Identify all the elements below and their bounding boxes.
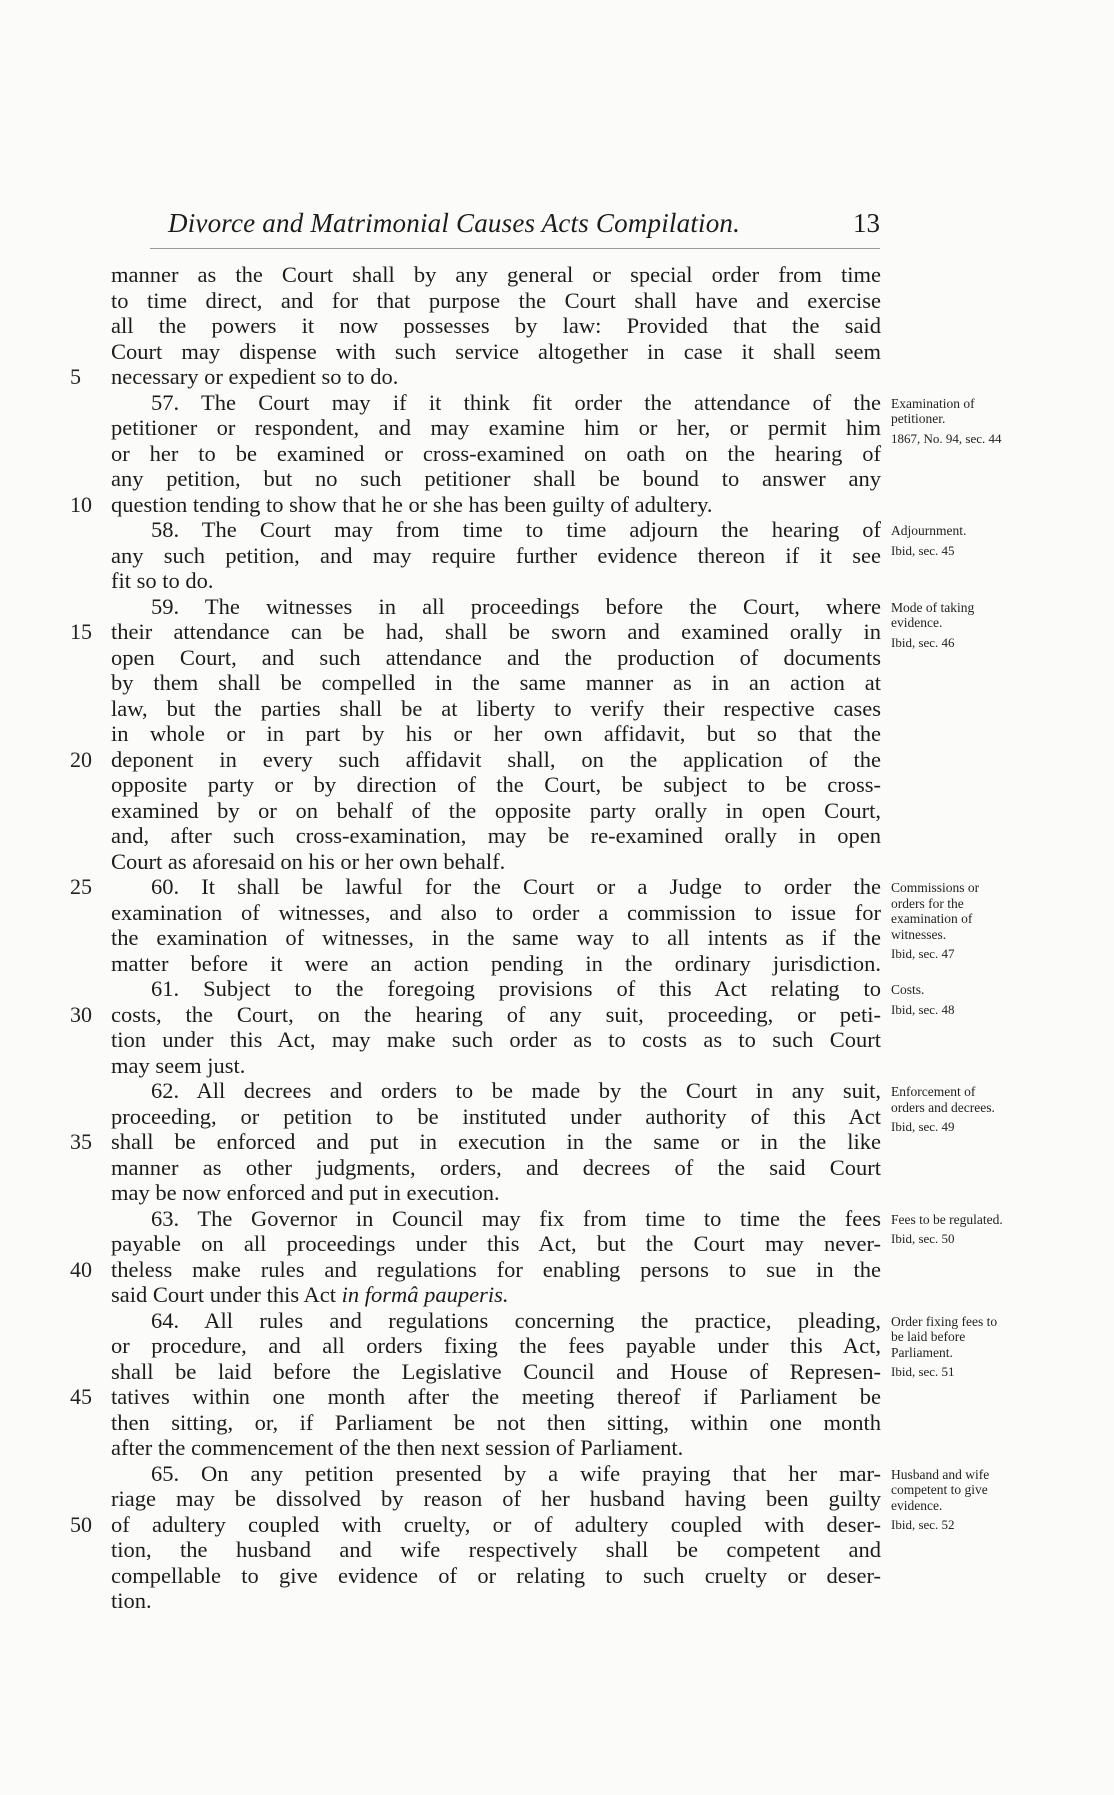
text-line	[111, 1512, 881, 1538]
side-note-heading: orders and decrees.	[891, 1099, 995, 1115]
text-line-main: after the commencement of the then next session of Parliament.	[111, 1435, 684, 1460]
side-note	[891, 396, 1106, 447]
text-line-content	[111, 1104, 881, 1130]
text-line-content	[111, 1078, 881, 1104]
text-line-main: petitioner or respondent, and may examine him or her, or permit him	[111, 415, 881, 440]
text-line	[111, 1537, 881, 1563]
line-number: 15	[70, 619, 92, 644]
text-line	[111, 1155, 881, 1181]
text-line-content	[111, 1180, 881, 1206]
side-note-heading: Parliament.	[891, 1344, 953, 1360]
text-line-content	[111, 364, 881, 390]
text-line-content	[111, 747, 881, 773]
text-line	[111, 976, 881, 1002]
text-line-main: to time direct, and for that purpose the Court shall have and exercise	[111, 287, 881, 313]
text-line	[111, 1359, 881, 1385]
text-line-main: question tending to show that he or she has been guilty of adultery.	[111, 491, 713, 517]
side-note	[891, 1467, 1106, 1533]
side-note-reference: 1867, No. 94, sec. 44	[891, 430, 1002, 446]
text-line-content	[111, 772, 881, 798]
text-line-main: open Court, and such attendance and the production of documents	[111, 644, 881, 670]
text-line-main: manner as other judgments, orders, and decrees of the said Court	[111, 1154, 881, 1180]
side-note-heading: competent to give	[891, 1482, 988, 1497]
text-line	[111, 339, 881, 365]
text-line-content	[111, 517, 881, 543]
side-note	[891, 1314, 1106, 1380]
text-line	[111, 568, 881, 594]
text-line	[111, 288, 881, 314]
text-line-content	[111, 1486, 881, 1512]
text-line-content	[111, 313, 881, 339]
text-line-content	[111, 415, 881, 441]
text-line-main: examination of witnesses, and also to order a commission to issue for	[111, 899, 881, 925]
text-line-main: necessary or expedient so to do.	[111, 364, 399, 389]
text-line	[111, 1282, 881, 1308]
text-line-content	[111, 670, 881, 696]
text-line	[111, 1231, 881, 1257]
text-line	[111, 1588, 881, 1614]
line-number: 35	[70, 1129, 92, 1154]
side-note-heading: Enforcement of	[891, 1084, 976, 1099]
text-line-main: payable on all proceedings under this Act, but the Court may never-	[111, 1231, 881, 1256]
text-line	[111, 594, 881, 620]
text-line-content	[111, 466, 881, 492]
text-line-main: 64. All rules and regulations concerning the practice, pleading,	[151, 1307, 881, 1333]
text-line-main: 65. On any petition presented by a wife praying that her mar-	[151, 1460, 881, 1486]
page-number: 13	[853, 208, 880, 238]
text-line-main: and, after such cross-examination, may be re-examined orally in open	[111, 823, 881, 848]
text-line	[111, 619, 881, 645]
text-line-content	[111, 1512, 881, 1538]
text-line	[111, 1410, 881, 1436]
text-line-main: deponent in every such affidavit shall, on the application of the	[111, 746, 881, 772]
text-line-content	[111, 568, 881, 594]
text-line-content	[111, 543, 881, 569]
text-line-main: 59. The witnesses in all proceedings before the Court, where	[151, 593, 881, 619]
text-line-content	[111, 619, 881, 645]
text-line-main: 60. It shall be lawful for the Court or a Judge to order the	[151, 874, 881, 899]
side-note-heading: Costs.	[891, 982, 925, 997]
side-note-heading: Adjournment.	[891, 523, 967, 538]
text-line-content	[111, 1206, 881, 1232]
text-line-main: shall be laid before the Legislative Council and House of Represen-	[111, 1358, 881, 1384]
text-line-content	[111, 1053, 881, 1079]
line-number: 5	[70, 364, 81, 389]
text-line-main: 61. Subject to the foregoing provisions of this Act relating to	[151, 976, 881, 1001]
side-note-heading: Commissions or	[891, 880, 980, 895]
text-line-content	[111, 1384, 881, 1410]
text-line-content	[111, 1563, 881, 1589]
body-text	[111, 262, 881, 1614]
text-line-content	[111, 1231, 881, 1257]
text-line-main: fit so to do.	[111, 568, 214, 593]
text-line-main: shall be enforced and put in execution in the same or in the like	[111, 1129, 881, 1154]
text-line-main: Court may dispense with such service altogether in case it shall seem	[111, 338, 881, 364]
text-line	[111, 1461, 881, 1487]
text-line	[111, 262, 881, 288]
text-line	[111, 874, 881, 900]
side-note-reference: Ibid, sec. 52	[891, 1517, 955, 1532]
text-line-content	[111, 823, 881, 849]
text-line-content	[111, 1333, 881, 1359]
text-line	[111, 670, 881, 696]
text-line	[111, 313, 881, 339]
text-line-main: opposite party or by direction of the Court, be subject to be cross-	[111, 772, 881, 797]
text-line	[111, 1384, 881, 1410]
text-line-main: all the powers it now possesses by law: Provided that the said	[111, 313, 881, 338]
text-line-content	[111, 1410, 881, 1436]
text-line-content	[111, 1359, 881, 1385]
text-line-content	[111, 1435, 881, 1461]
text-line-main: 62. All decrees and orders to be made by the Court in any suit,	[151, 1078, 881, 1103]
line-number: 40	[70, 1256, 92, 1282]
text-line-main: may be now enforced and put in execution.	[111, 1180, 500, 1205]
text-line-content	[111, 874, 881, 900]
text-line-content	[111, 1461, 881, 1487]
text-line	[111, 1257, 881, 1283]
line-number: 20	[70, 746, 92, 772]
text-line-main: 58. The Court may from time to time adjourn the hearing of	[151, 517, 881, 542]
text-line	[111, 951, 881, 977]
side-note-reference: Ibid, sec. 48	[891, 1001, 955, 1017]
text-line-main: then sitting, or, if Parliament be not then sitting, within one month	[111, 1409, 881, 1435]
text-line-content	[111, 1002, 881, 1028]
text-line-main: said Court under this Act	[111, 1282, 342, 1307]
text-line	[111, 1308, 881, 1334]
text-line-content	[111, 721, 881, 747]
text-line	[111, 772, 881, 798]
side-note	[891, 982, 1106, 1017]
text-line-content	[111, 1027, 881, 1053]
text-line	[111, 364, 881, 390]
text-line-main: tion.	[111, 1588, 152, 1613]
text-line-content	[111, 262, 881, 288]
side-note-heading: Husband and wife	[891, 1466, 990, 1482]
side-note-heading: evidence.	[891, 1497, 943, 1513]
text-line-content	[111, 1257, 881, 1283]
side-note-heading: Fees to be regulated.	[891, 1211, 1003, 1227]
text-line-main: proceeding, or petition to be instituted under authority of this Act	[111, 1103, 881, 1129]
text-line	[111, 1078, 881, 1104]
text-line-main: 63. The Governor in Council may fix from time to time the fees	[151, 1205, 881, 1231]
side-note	[891, 523, 1106, 558]
side-note	[891, 600, 1106, 651]
text-line	[111, 1104, 881, 1130]
text-line-main: theless make rules and regulations for enabling persons to sue in the	[111, 1256, 881, 1282]
side-note-reference: Ibid, sec. 46	[891, 634, 955, 650]
text-line-content	[111, 925, 881, 951]
text-line	[111, 696, 881, 722]
text-line	[111, 849, 881, 875]
text-line-main: matter before it were an action pending in the ordinary jurisdiction.	[111, 950, 881, 976]
side-note-heading: witnesses.	[891, 926, 947, 942]
text-line	[111, 1180, 881, 1206]
text-line-content	[111, 441, 881, 467]
text-line	[111, 466, 881, 492]
running-header	[168, 208, 880, 244]
text-line-main: Court as aforesaid on his or her own behalf.	[111, 848, 506, 874]
text-line	[111, 747, 881, 773]
text-line-main: costs, the Court, on the hearing of any suit, proceeding, or peti-	[111, 1001, 881, 1027]
text-line-content	[111, 1129, 881, 1155]
side-note	[891, 880, 1106, 962]
text-line-content	[111, 849, 881, 875]
text-line-main: tion under this Act, may make such order as to costs as to such Court	[111, 1027, 881, 1052]
text-line-main: any such petition, and may require further evidence thereon if it see	[111, 542, 881, 568]
text-line	[111, 1027, 881, 1053]
italic-phrase: in formâ pauperis.	[341, 1282, 509, 1307]
side-note-heading: evidence.	[891, 615, 943, 630]
side-note-heading: Mode of taking	[891, 599, 975, 615]
text-line	[111, 1563, 881, 1589]
header-rule	[150, 248, 880, 249]
side-note-reference: Ibid, sec. 49	[891, 1119, 955, 1134]
side-note-reference: Ibid, sec. 47	[891, 946, 955, 961]
text-line-main: law, but the parties shall be at liberty to verify their respective cases	[111, 695, 881, 721]
text-line-main: tatives within one month after the meeting thereof if Parliament be	[111, 1384, 881, 1409]
text-line-main: or her to be examined or cross-examined on oath on the hearing of	[111, 440, 881, 466]
text-line-main: by them shall be compelled in the same manner as in an action at	[111, 670, 881, 695]
text-line	[111, 721, 881, 747]
text-line-main: of adultery coupled with cruelty, or of adultery coupled with deser-	[111, 1511, 881, 1537]
side-note	[891, 1084, 1106, 1135]
text-line	[111, 925, 881, 951]
side-note-heading: be laid before	[891, 1329, 966, 1344]
text-line	[111, 823, 881, 849]
text-line-content	[111, 288, 881, 314]
text-line-content	[111, 951, 881, 977]
text-line-content	[111, 1155, 881, 1181]
text-line-content	[111, 390, 881, 416]
text-line	[111, 1486, 881, 1512]
line-number: 30	[70, 1001, 92, 1027]
text-line	[111, 1333, 881, 1359]
text-line-main: any petition, but no such petitioner shall be bound to answer any	[111, 466, 881, 491]
text-line-content	[111, 1588, 881, 1614]
text-line	[111, 441, 881, 467]
text-line-main: riage may be dissolved by reason of her husband having been guilty	[111, 1486, 881, 1511]
side-note-reference: Ibid, sec. 50	[891, 1231, 955, 1246]
text-line-content	[111, 492, 881, 518]
text-line-content	[111, 645, 881, 671]
text-line-main: compellable to give evidence of or relating to such cruelty or deser-	[111, 1562, 881, 1588]
side-note-heading: Order fixing fees to	[891, 1313, 998, 1329]
text-line-main: 57. The Court may if it think fit order the attendance of the	[151, 389, 881, 415]
text-line-content	[111, 900, 881, 926]
line-number: 25	[70, 874, 92, 899]
text-line	[111, 1053, 881, 1079]
text-line-content	[111, 1282, 881, 1308]
text-line	[111, 1129, 881, 1155]
text-line-main: in whole or in part by his or her own affidavit, but so that the	[111, 721, 881, 746]
text-line-main: or procedure, and all orders fixing the fees payable under this Act,	[111, 1333, 881, 1358]
text-line-content	[111, 1537, 881, 1563]
text-line	[111, 492, 881, 518]
text-line-main: examined by or on behalf of the opposite party orally in open Court,	[111, 797, 881, 823]
text-line	[111, 798, 881, 824]
side-note-reference: Ibid, sec. 51	[891, 1364, 955, 1379]
text-line-main: tion, the husband and wife respectively shall be competent and	[111, 1537, 881, 1562]
side-note-heading: petitioner.	[891, 411, 946, 426]
side-note-reference: Ibid, sec. 45	[891, 542, 955, 558]
text-line	[111, 1002, 881, 1028]
text-line	[111, 1206, 881, 1232]
text-line	[111, 645, 881, 671]
text-line-main: may seem just.	[111, 1052, 246, 1078]
text-line-content	[111, 976, 881, 1002]
text-line-content	[111, 798, 881, 824]
text-line	[111, 517, 881, 543]
side-note-heading: orders for the	[891, 895, 964, 911]
text-line	[111, 543, 881, 569]
text-line-main: the examination of witnesses, in the same way to all intents as if the	[111, 925, 881, 950]
side-note-heading: examination of	[891, 911, 973, 926]
running-title: Divorce and Matrimonial Causes Acts Compilation.	[168, 208, 741, 238]
text-line-content	[111, 1308, 881, 1334]
text-line-content	[111, 696, 881, 722]
line-number: 10	[70, 491, 92, 517]
text-line-content	[111, 594, 881, 620]
text-line-main: manner as the Court shall by any general or special order from time	[111, 262, 881, 287]
text-line	[111, 415, 881, 441]
line-number: 45	[70, 1384, 92, 1409]
side-note-heading: Examination of	[891, 395, 975, 411]
side-note	[891, 1212, 1106, 1247]
text-line	[111, 390, 881, 416]
line-number: 50	[70, 1511, 92, 1537]
text-line	[111, 900, 881, 926]
text-line-main: their attendance can be had, shall be sworn and examined orally in	[111, 619, 881, 644]
text-line-content	[111, 339, 881, 365]
text-line	[111, 1435, 881, 1461]
